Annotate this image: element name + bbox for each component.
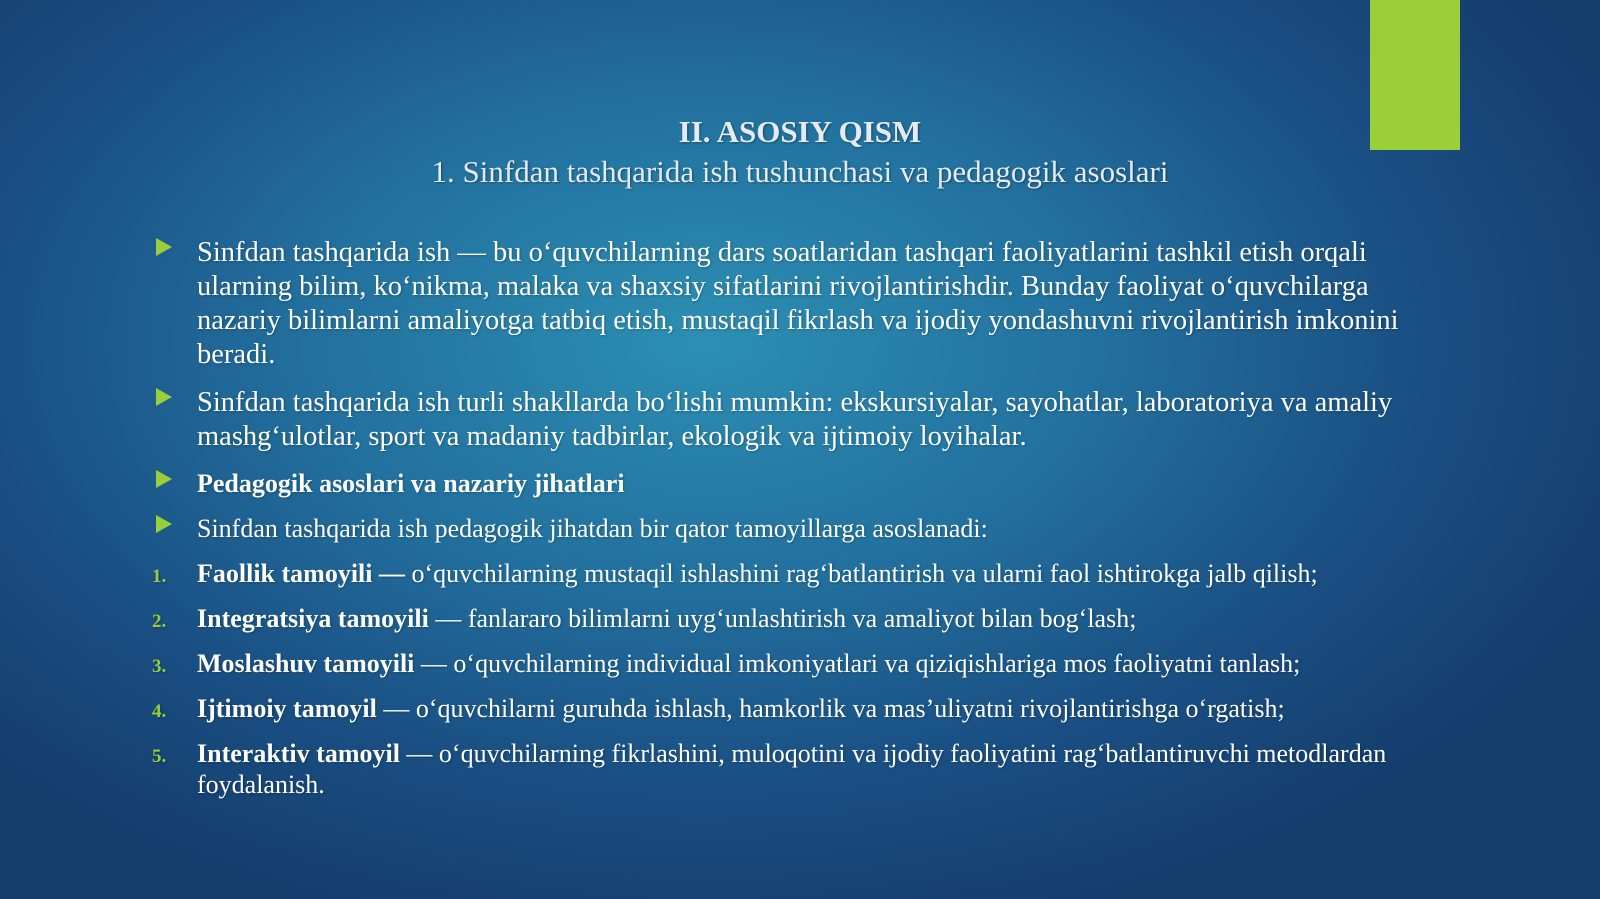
list-number: 2.	[152, 611, 167, 632]
bullet-item	[150, 468, 1430, 499]
title-block	[150, 112, 1450, 192]
bullet-item	[150, 513, 1430, 544]
section-heading: Pedagogik asoslari va nazariy jihatlari	[197, 469, 625, 498]
principle-text: — o‘quvchilarning individual imkoniyatlari va qiziqishlariga mos faoliyatni tanlash;	[414, 649, 1301, 678]
numbered-item	[150, 738, 1430, 800]
numbered-item	[150, 558, 1430, 589]
bullet-text: Sinfdan tashqarida ish — bu o‘quvchilarning dars soatlaridan tashqari faoliyatlarini tashkil etish orqali ularning bilim, ko‘nikma, malaka va shaxsiy sifatlarini rivojlantirishdir. Bunday faoliyat o‘quvchilarga nazariy bilimlarni amaliyotga tatbiq etish, mustaqil fikrlash va ijodiy yondashuvni rivojlantirish imkonini beradi.	[197, 237, 1399, 370]
bullet-text: Sinfdan tashqarida ish pedagogik jihatdan bir qator tamoyillarga asoslanadi:	[197, 514, 988, 543]
triangle-bullet-icon	[156, 515, 172, 533]
principle-term: Faollik tamoyili —	[197, 559, 405, 588]
bullet-item	[150, 386, 1430, 454]
principle-text: o‘quvchilarning mustaqil ishlashini rag‘batlantirish va ularni faol ishtirokga jalb qilish;	[405, 559, 1318, 588]
list-number: 4.	[152, 701, 167, 722]
triangle-bullet-icon	[156, 388, 172, 406]
principle-term: Integratsiya tamoyili	[197, 604, 429, 633]
bullet-item	[150, 236, 1430, 372]
list-number: 5.	[152, 746, 167, 767]
triangle-bullet-icon	[156, 470, 172, 488]
principle-text: — fanlararo bilimlarni uyg‘unlashtirish va amaliyot bilan bog‘lash;	[428, 604, 1137, 633]
principle-term: Interaktiv tamoyil	[197, 739, 400, 768]
numbered-item	[150, 603, 1430, 634]
slide-content	[150, 236, 1430, 814]
numbered-item	[150, 648, 1430, 679]
principle-text: — o‘quvchilarning fikrlashini, muloqotini va ijodiy faoliyatini rag‘batlantiruvchi metodlardan foydalanish.	[197, 739, 1387, 799]
principle-term: Moslashuv tamoyili	[197, 649, 415, 678]
numbered-item	[150, 693, 1430, 724]
principle-term: Ijtimoiy tamoyil	[197, 694, 377, 723]
slide-subtitle: 1. Sinfdan tashqarida ish tushunchasi va pedagogik asoslari	[431, 154, 1169, 189]
principle-text: — o‘quvchilarni guruhda ishlash, hamkorlik va mas’uliyatni rivojlantirishga o‘rgatish;	[376, 694, 1285, 723]
list-number: 3.	[152, 656, 167, 677]
list-number: 1.	[152, 566, 167, 587]
bullet-text: Sinfdan tashqarida ish turli shakllarda bo‘lishi mumkin: ekskursiyalar, sayohatlar, laboratoriya va amaliy mashg‘ulotlar, sport va madaniy tadbirlar, ekologik va ijtimoiy loyihalar.	[197, 387, 1393, 452]
triangle-bullet-icon	[156, 238, 172, 256]
slide-title: II. ASOSIY QISM	[678, 114, 922, 149]
